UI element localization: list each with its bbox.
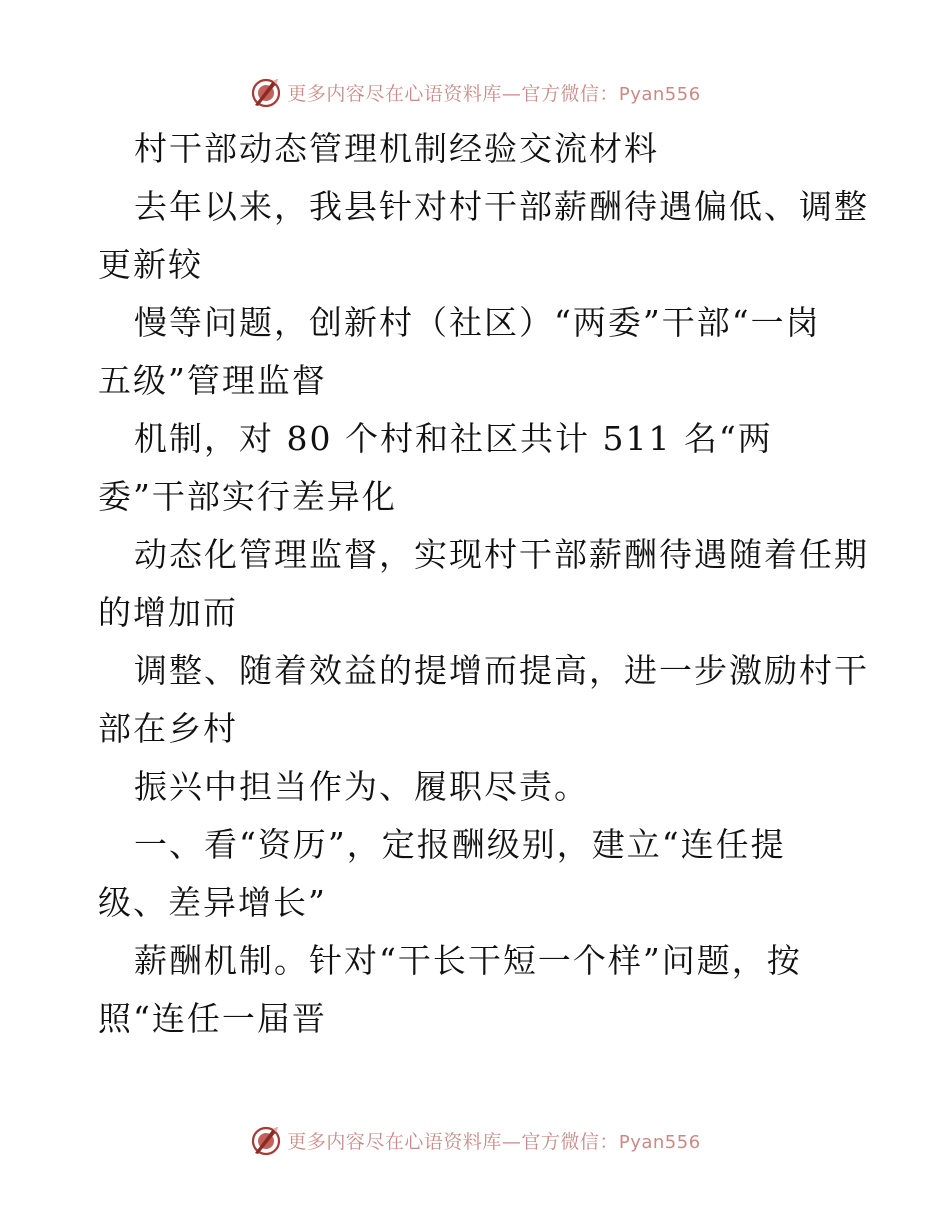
watermark-wechat-id: Pyan556 (618, 83, 701, 105)
watermark-dash: — (501, 82, 522, 105)
paragraph-line: 五级”管理监督 (98, 361, 327, 400)
quill-pen-seal-icon (249, 1123, 283, 1157)
paragraph-line: 更新较 (98, 245, 203, 284)
paragraph-line: 调整、随着效益的提增而提高，进一步激励村干 (134, 651, 869, 690)
header-watermark-banner (0, 72, 950, 112)
paragraph-line: 振兴中担当作为、履职尽责。 (134, 767, 589, 806)
quill-pen-seal-icon (249, 75, 283, 109)
paragraph-line: 照“连任一届晋 (98, 999, 327, 1038)
section-heading-line: 一、看“资历”，定报酬级别，建立“连任提 (134, 825, 786, 864)
watermark-main-text: 更多内容尽在心语资料库 (287, 82, 502, 105)
watermark-official-text: 官方微信： (521, 82, 619, 105)
paragraph-line: 委”干部实行差异化 (98, 477, 397, 516)
paragraph-line: 部在乡村 (98, 709, 238, 748)
section-heading-line: 级、差异增长” (98, 883, 327, 922)
document-body (98, 120, 869, 1048)
watermark-text (287, 79, 700, 106)
paragraph-line: 慢等问题，创新村（社区）“两委”干部“一岗 (134, 303, 821, 342)
footer-watermark-banner (0, 1120, 950, 1160)
watermark-text (287, 1127, 700, 1154)
paragraph-line: 机制，对 80 个村和社区共计 511 名“两 (134, 419, 773, 458)
watermark-main-text: 更多内容尽在心语资料库 (287, 1130, 502, 1153)
paragraph-line: 动态化管理监督，实现村干部薪酬待遇随着任期 (134, 535, 869, 574)
document-title: 村干部动态管理机制经验交流材料 (134, 129, 659, 168)
watermark-official-text: 官方微信： (521, 1130, 619, 1153)
paragraph-line: 去年以来，我县针对村干部薪酬待遇偏低、调整 (134, 187, 869, 226)
watermark-wechat-id: Pyan556 (618, 1131, 701, 1153)
watermark-dash: — (501, 1130, 522, 1153)
paragraph-line: 薪酬机制。针对“干长干短一个样”问题，按 (134, 941, 802, 980)
paragraph-line: 的增加而 (98, 593, 238, 632)
